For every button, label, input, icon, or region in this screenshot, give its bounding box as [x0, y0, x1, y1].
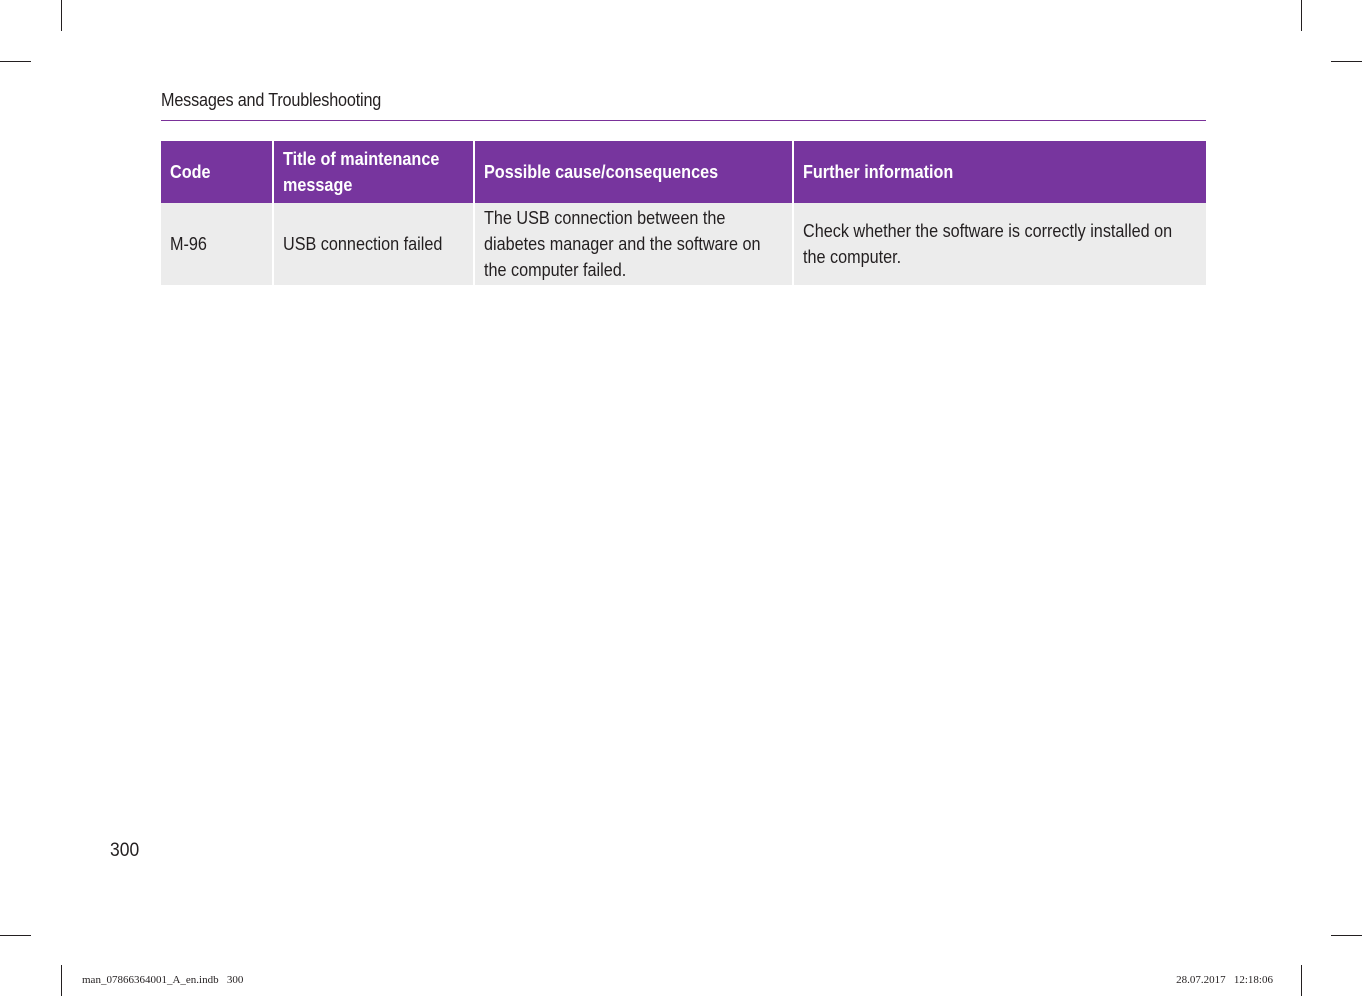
- slug-timestamp: 28.07.2017 12:18:06: [1176, 974, 1273, 986]
- slug-file-name: man_07866364001_A_en.indb 300: [82, 974, 244, 986]
- crop-mark-bottom-left-vertical: [61, 965, 62, 996]
- column-header-code: Code: [161, 141, 273, 203]
- cell-info: Check whether the software is correctly installed on the computer.: [793, 203, 1206, 285]
- page-number: 300: [110, 840, 140, 861]
- running-title: Messages and Troubleshooting: [161, 90, 382, 110]
- column-header-info: Further information: [793, 141, 1206, 203]
- column-header-title: Title of maintenance message: [273, 141, 474, 203]
- crop-mark-bottom-right-vertical: [1301, 965, 1302, 996]
- crop-mark-top-right-horizontal: [1331, 61, 1362, 62]
- header-rule: [161, 120, 1206, 121]
- table-row: [161, 203, 1206, 285]
- crop-mark-top-left-horizontal: [0, 61, 31, 62]
- cell-title: USB connection failed: [273, 203, 474, 285]
- crop-mark-top-right-vertical: [1301, 0, 1302, 31]
- column-header-cause: Possible cause/consequences: [474, 141, 793, 203]
- crop-mark-top-left-vertical: [61, 0, 62, 31]
- maintenance-message-table: [161, 141, 1206, 285]
- cell-cause: The USB connection between the diabetes manager and the software on the computer failed.: [474, 203, 793, 285]
- cell-code: M-96: [161, 203, 273, 285]
- crop-mark-bottom-left-horizontal: [0, 935, 31, 936]
- table-header-row: [161, 141, 1206, 203]
- crop-mark-bottom-right-horizontal: [1331, 935, 1362, 936]
